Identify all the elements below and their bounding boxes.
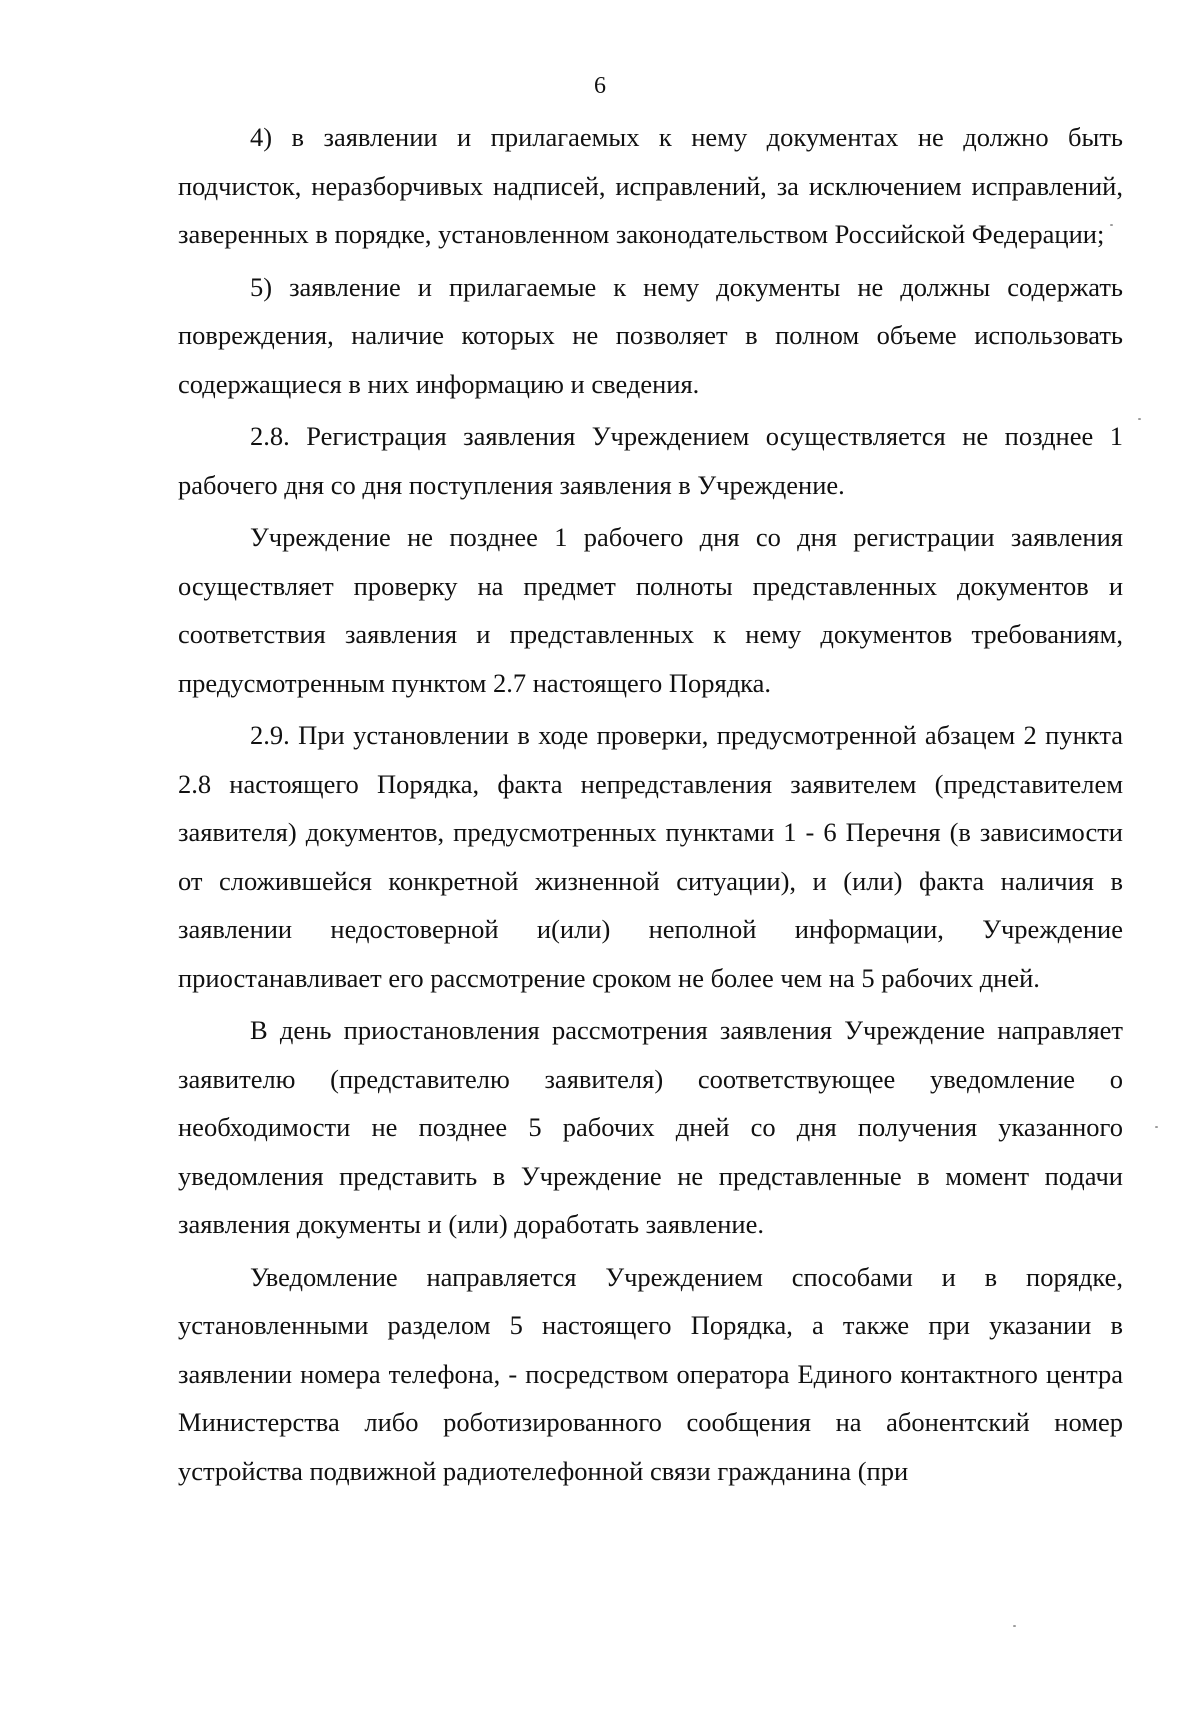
scan-speck: [1138, 418, 1141, 420]
paragraph-2-8-check: Учреждение не позднее 1 рабочего дня со дня регистрации заявления осуществляет проверку на предмет полноты представленных документов и соответствия заявления и представленных к нему документов требованиям, предусмотренным пунктом 2.7 настоящего Порядка.: [178, 522, 1123, 698]
document-body: [178, 113, 1123, 1499]
scan-speck: [1155, 1126, 1158, 1128]
paragraph-item-4: 4) в заявлении и прилагаемых к нему документах не должно быть подчисток, неразборчивых надписей, исправлений, за исключением исправлений, заверенных в порядке, установленном законодательством Российской Федерации;: [178, 122, 1123, 249]
paragraph-notification: Уведомление направляется Учреждением способами и в порядке, установленными разделом 5 настоящего Порядка, а также при указании в заявлении номера телефона, - посредством оператора Единого контактного центра Министерства либо роботизированного сообщения на абонентский номер устройства подвижной радиотелефонной связи гражданина (при: [178, 1261, 1123, 1486]
paragraph-item-5: 5) заявление и прилагаемые к нему документы не должны содержать повреждения, наличие которых не позволяет в полном объеме использовать содержащиеся в них информацию и сведения.: [178, 271, 1123, 399]
paragraph-2-9: 2.9. При установлении в ходе проверки, предусмотренной абзацем 2 пункта 2.8 настоящего Порядка, факта непредставления заявителем (представителем заявителя) документов, предусмотренных пунктами 1 - 6 Перечня (в зависимости от сложившейся конкретной жизненной ситуации), и (или) факта наличия в заявлении недостоверной и(или) неполной информации, Учреждение приостанавливает его рассмотрение сроком не более чем на 5 рабочих дней.: [178, 720, 1123, 993]
page-number: 6: [594, 73, 606, 99]
scan-speck: [1013, 1625, 1016, 1627]
paragraph-2-8: 2.8. Регистрация заявления Учреждением осуществляется не позднее 1 рабочего дня со дня поступления заявления в Учреждение.: [178, 421, 1123, 500]
paragraph-suspension-day: В день приостановления рассмотрения заявления Учреждение направляет заявителю (представителю заявителя) соответствующее уведомление о необходимости не позднее 5 рабочих дней со дня получения указанного уведомления представить в Учреждение не представленные в момент подачи заявления документы и (или) доработать заявление.: [178, 1015, 1123, 1239]
scan-speck: [1110, 224, 1113, 226]
